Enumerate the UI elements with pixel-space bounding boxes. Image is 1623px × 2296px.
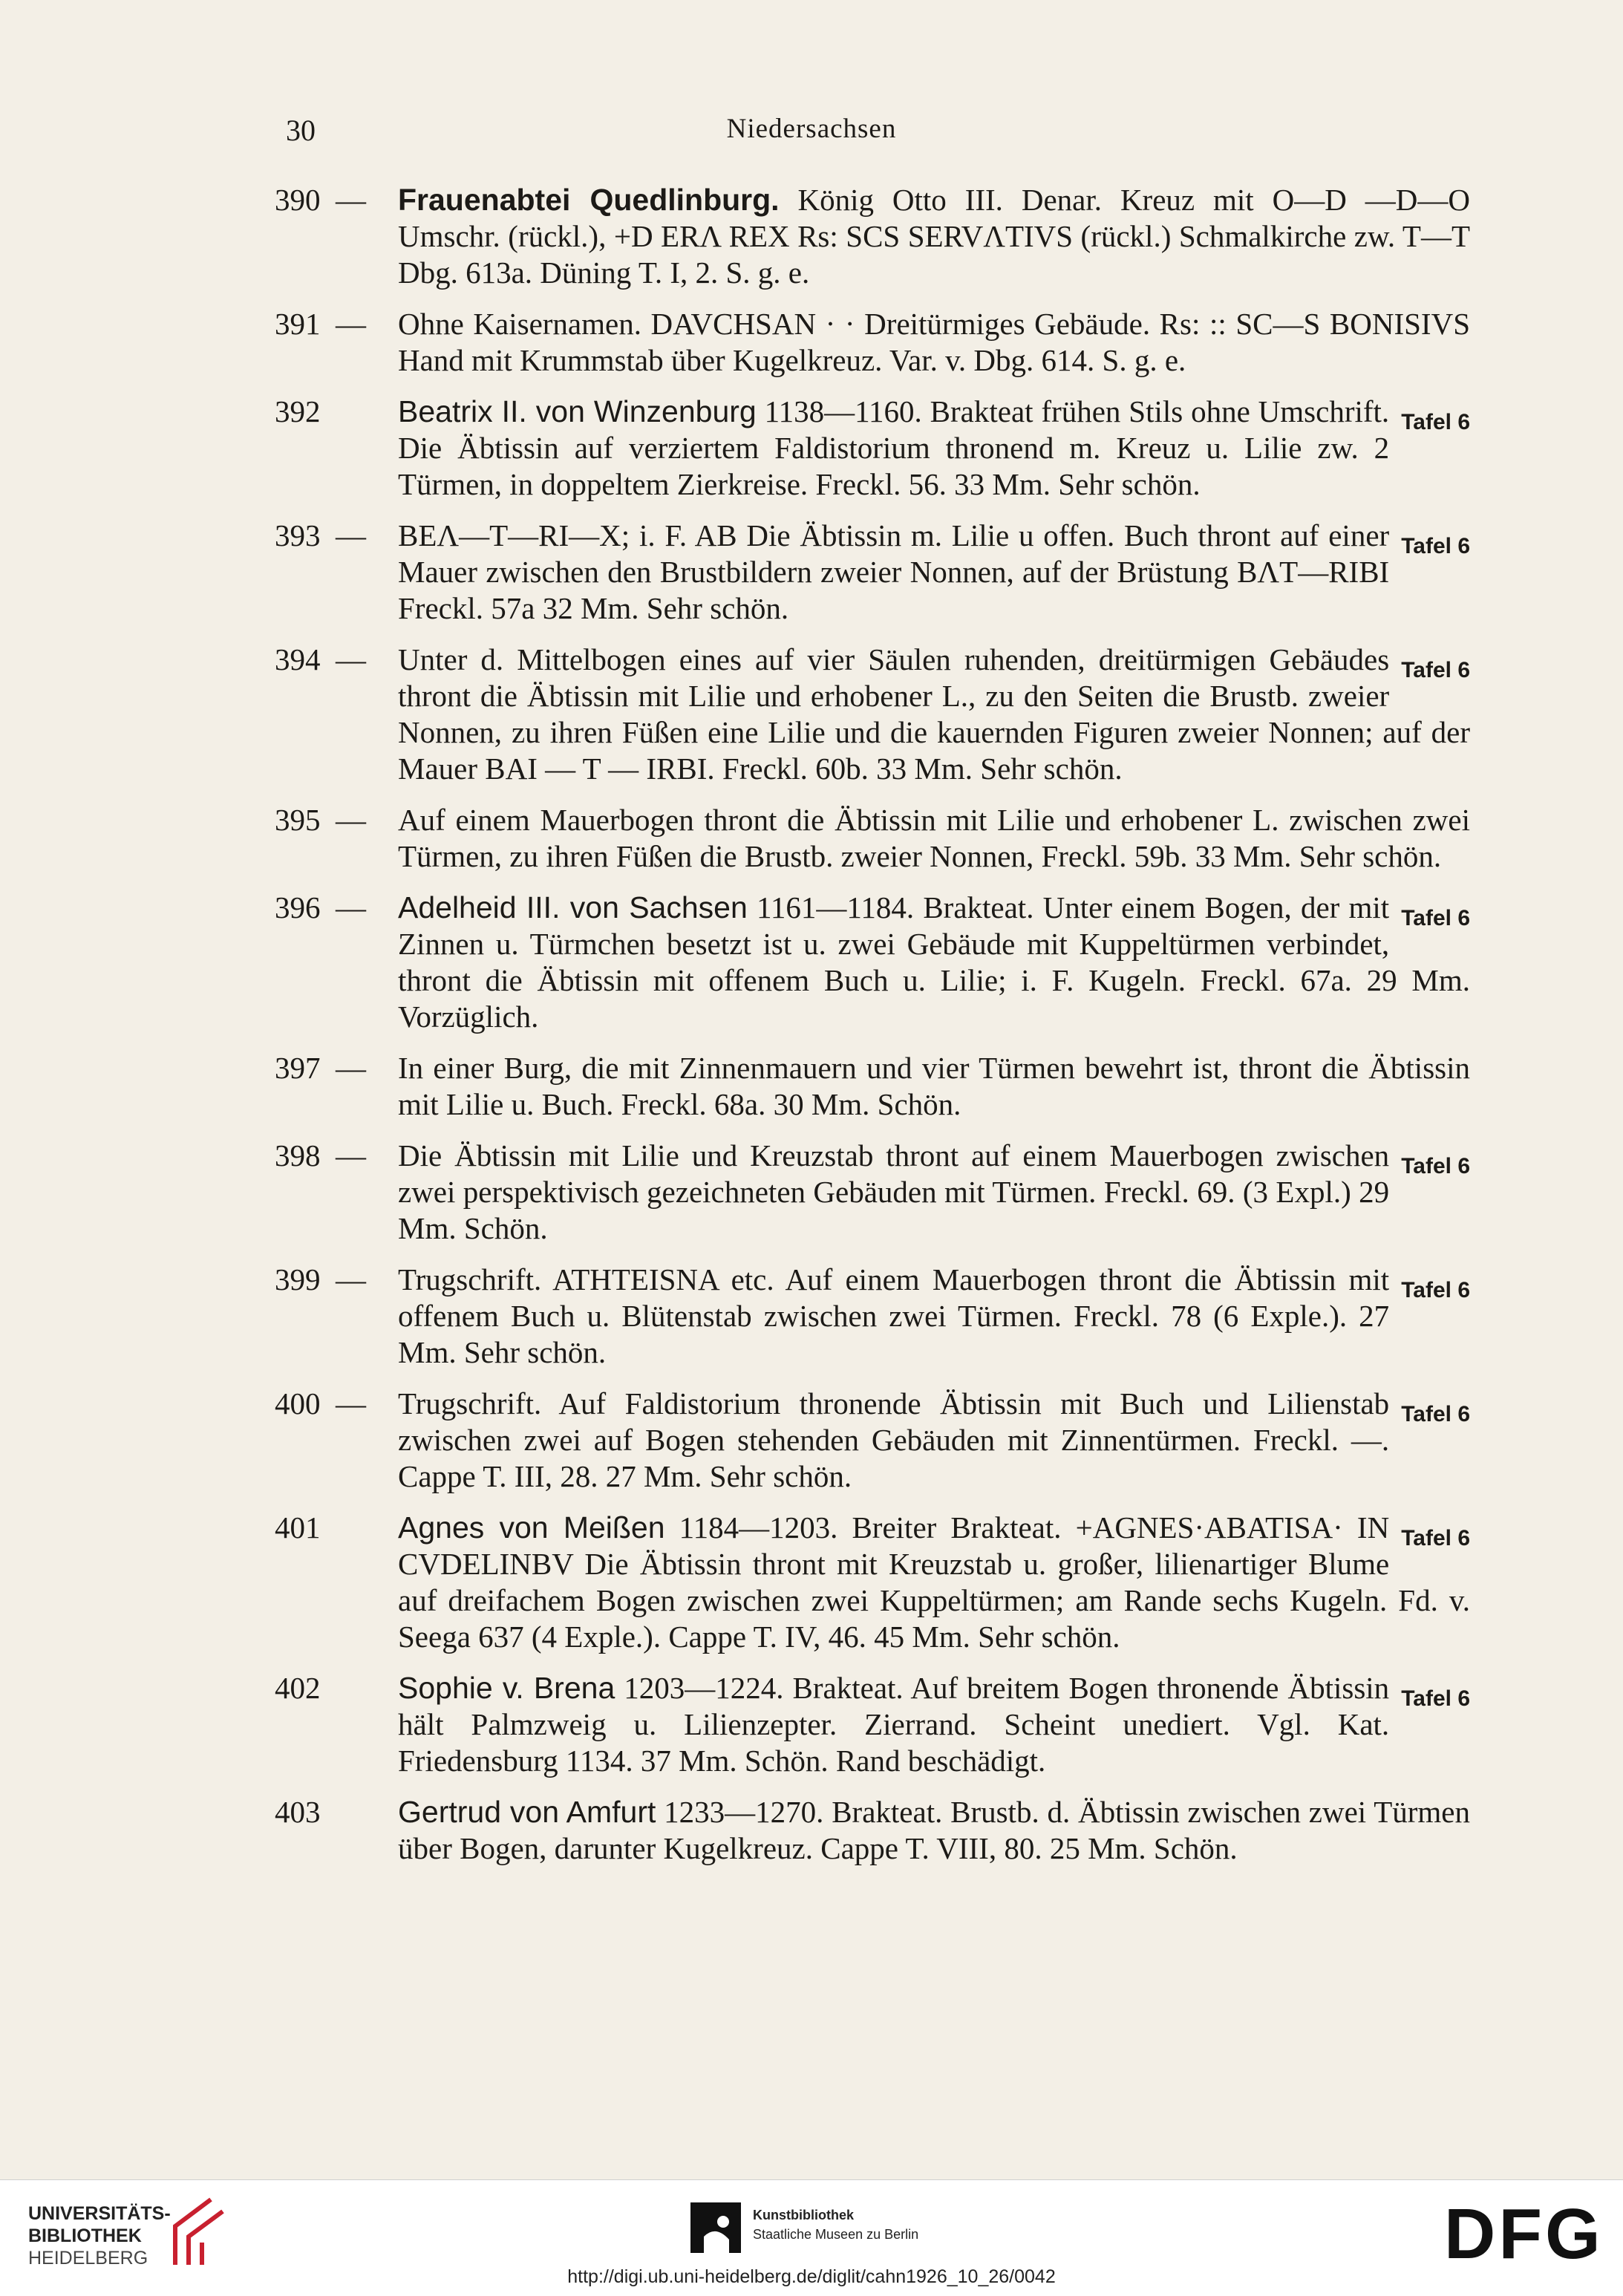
entry-dash: — — [336, 518, 366, 552]
plate-reference: Tafel 6 — [1401, 1686, 1470, 1711]
entry-dash: — — [336, 1138, 366, 1173]
library-name[interactable] — [28, 2202, 171, 2269]
entry-number: 390 — [275, 183, 321, 217]
entry-description: BEΛ—T—RI—X; i. F. AB Die Äbtissin m. Lilie u offen. Buch thront auf einer Mauer zwischen den Brustbildern zweier Nonnen, auf der Brüstung BΛT—RIBI Freckl. 57a 32 Mm. Sehr schön. — [398, 518, 1390, 625]
entry-number: 391 — [275, 307, 321, 341]
kunstbibliothek-name: Kunstbibliothek — [753, 2208, 854, 2222]
catalogue-entry — [275, 890, 1470, 1035]
kunstbibliothek-subtitle: Staatliche Museen zu Berlin — [753, 2227, 919, 2242]
entry-description: Die Äbtissin mit Lilie und Kreuzstab thront auf einem Mauerbogen zwischen zwei perspektivisch gezeichneten Gebäuden mit Türmen. Freckl. 69. (3 Expl.) 29 Mm. Schön. — [398, 1138, 1390, 1245]
entry-heading: Gertrud von Amfurt — [398, 1795, 656, 1829]
entry-description: 1161—1184. Brakteat. Unter einem Bogen, der mit Zinnen u. Türmchen besetzt ist u. zwei Gebäude mit Kuppeltürmen verbindet, thront die Äbtissin mit offenem Buch u. Lilie; i. F. Kugeln. Freckl. 67a. 29 Mm. Vorzüglich. — [398, 890, 1470, 1034]
entry-description: König Otto III. Denar. Kreuz mit O—D —D—O Umschr. (rückl.), +D ERΛ REX Rs: SCS SERVΛTIVS (rückl.) Schmalkirche zw. T—T Dbg. 613a. Düning T. I, 2. S. g. e. — [398, 183, 1470, 290]
entry-number: 395 — [275, 803, 321, 837]
catalogue-entry — [275, 1510, 1470, 1655]
entry-number: 397 — [275, 1051, 321, 1085]
catalogue-entry — [275, 642, 1470, 787]
catalogue-entry — [275, 802, 1470, 875]
catalogue-entry — [275, 1794, 1470, 1867]
entry-number: 392 — [275, 394, 321, 428]
entry-description: 1138—1160. Brakteat frühen Stils ohne Umschrift. Die Äbtissin auf verziertem Faldistorium thronend m. Kreuz u. Lilie zw. 2 Türmen, in doppeltem Zierkreise. Freckl. 56. 33 Mm. Sehr schön. — [398, 394, 1390, 501]
entry-number: 400 — [275, 1386, 321, 1421]
entry-description: Trugschrift. Auf Faldistorium thronende Äbtissin mit Buch und Lilienstab zwischen zwei auf Bogen stehenden Gebäuden mit Zinnentürmen. Freckl. —. Cappe T. III, 28. 27 Mm. Sehr schön. — [398, 1386, 1390, 1493]
catalogue-entry — [275, 394, 1470, 503]
entry-heading: Adelheid III. von Sachsen — [398, 890, 748, 924]
entry-heading: Frauenabtei Quedlinburg. — [398, 183, 780, 217]
entry-number: 394 — [275, 642, 321, 676]
entry-dash: — — [336, 803, 366, 837]
library-name-line2: BIBLIOTHEK — [28, 2225, 142, 2246]
dfg-logo[interactable]: DFG — [1444, 2194, 1604, 2274]
entry-number: 403 — [275, 1795, 321, 1829]
entry-dash: — — [336, 1386, 366, 1421]
catalogue-entry — [275, 1386, 1470, 1495]
entry-description: Ohne Kaisernamen. DAVCHSAN · · Dreitürmiges Gebäude. Rs: :: SC—S BONISIVS Hand mit Krummstab über Kugelkreuz. Var. v. Dbg. 614. S. g. e. — [398, 307, 1470, 377]
entry-number: 399 — [275, 1262, 321, 1297]
library-name-line3: HEIDELBERG — [28, 2248, 148, 2269]
entry-description: In einer Burg, die mit Zinnenmauern und vier Türmen bewehrt ist, thront die Äbtissin mit Lilie u. Buch. Freckl. 68a. 30 Mm. Schön. — [398, 1051, 1470, 1121]
entry-heading: Beatrix II. von Winzenburg — [398, 394, 757, 428]
viewer-footer — [0, 2179, 1623, 2296]
library-name-line1: UNIVERSITÄTS- — [28, 2203, 171, 2224]
entry-description: Trugschrift. ATHTEISNA etc. Auf einem Mauerbogen thront die Äbtissin mit offenem Buch u. Blütenstab zwischen zwei Türmen. Freckl. 78 (6 Exple.). 27 Mm. Sehr schön. — [398, 1262, 1390, 1369]
catalogue-entry — [275, 306, 1470, 379]
catalogue-entries — [275, 182, 1470, 1882]
plate-reference: Tafel 6 — [1401, 658, 1470, 682]
entry-number: 396 — [275, 890, 321, 924]
catalogue-entry — [275, 1138, 1470, 1247]
entry-number: 401 — [275, 1510, 321, 1545]
entry-description: 1233—1270. Brakteat. Brustb. d. Äbtissin zwischen zwei Türmen über Bogen, darunter Kugelkreuz. Cappe T. VIII, 80. 25 Mm. Schön. — [398, 1795, 1470, 1865]
plate-reference: Tafel 6 — [1401, 410, 1470, 434]
catalogue-entry — [275, 1050, 1470, 1123]
plate-reference: Tafel 6 — [1401, 1526, 1470, 1550]
plate-reference: Tafel 6 — [1401, 906, 1470, 930]
entry-number: 402 — [275, 1671, 321, 1705]
catalogue-entry — [275, 1670, 1470, 1779]
entry-description: 1184—1203. Breiter Brakteat. +AGNES·ABATISA· IN CVDELINBV Die Äbtissin thront mit Kreuzstab u. großer, lilienartiger Blume auf dreifachem Bogen zwischen zwei Kuppeltürmen; am Rande sechs Kugeln. Fd. v. Seega 637 (4 Exple.). Cappe T. IV, 46. 45 Mm. Sehr schön. — [398, 1510, 1470, 1654]
running-head: Niedersachsen — [726, 114, 897, 144]
entry-dash: — — [336, 183, 366, 217]
entry-dash: — — [336, 1262, 366, 1297]
plate-reference: Tafel 6 — [1401, 1154, 1470, 1178]
entry-heading: Sophie v. Brena — [398, 1671, 615, 1705]
kunstbibliothek-logo-icon[interactable] — [690, 2202, 741, 2253]
entry-number: 398 — [275, 1138, 321, 1173]
catalogue-entry — [275, 182, 1470, 291]
kunstbibliothek-text[interactable] — [753, 2205, 918, 2244]
entry-dash: — — [336, 307, 366, 341]
plate-reference: Tafel 6 — [1401, 1402, 1470, 1426]
entry-description: Unter d. Mittelbogen eines auf vier Säulen ruhenden, dreitürmigen Gebäudes thront die Äbtissin mit Lilie und erhobener L., zu den Seiten die Brustb. zweier Nonnen, zu ihren Füßen eine Lilie und die kauernden Figuren zweier Nonnen; auf der Mauer BAI — T — IRBI. Freckl. 60b. 33 Mm. Sehr schön. — [398, 642, 1470, 786]
plate-reference: Tafel 6 — [1401, 1278, 1470, 1302]
catalogue-entry — [275, 1262, 1470, 1371]
entry-heading: Agnes von Meißen — [398, 1510, 665, 1545]
entry-number: 393 — [275, 518, 321, 552]
entry-dash: — — [336, 642, 366, 676]
university-library-logo-icon[interactable] — [165, 2196, 227, 2268]
entry-dash: — — [336, 890, 366, 924]
plate-reference: Tafel 6 — [1401, 534, 1470, 558]
entry-dash: — — [336, 1051, 366, 1085]
entry-description: Auf einem Mauerbogen thront die Äbtissin mit Lilie und erhobener L. zwischen zwei Türmen, zu ihren Füßen die Brustb. zweier Nonnen, Freckl. 59b. 33 Mm. Sehr schön. — [398, 803, 1470, 873]
catalogue-entry — [275, 518, 1470, 627]
permalink-url[interactable]: http://digi.ub.uni-heidelberg.de/diglit/cahn1926_10_26/0042 — [567, 2266, 1056, 2287]
page-number: 30 — [286, 114, 316, 147]
entry-description: 1203—1224. Brakteat. Auf breitem Bogen thronende Äbtissin hält Palmzweig u. Lilienzepter. Zierrand. Scheint unediert. Vgl. Kat. Friedensburg 1134. 37 Mm. Schön. Rand beschädigt. — [398, 1671, 1390, 1778]
